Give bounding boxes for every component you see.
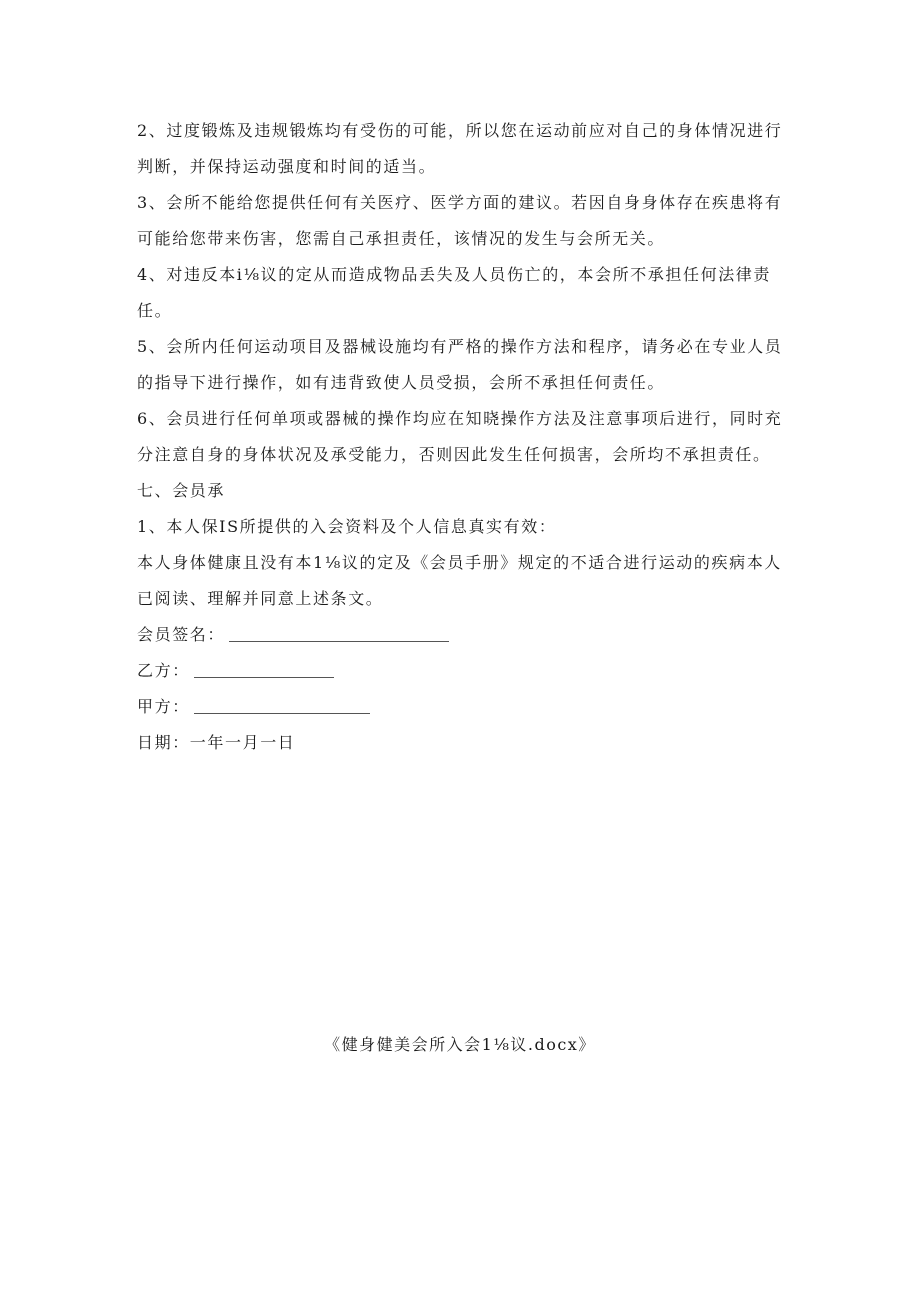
date-line: 日期：一年一月一日 (137, 733, 296, 752)
section-heading-member-commitment: 七、会员承 (137, 481, 226, 500)
party-a-line (137, 689, 797, 725)
commitment-1: 1、本人保IS所提供的入会资料及个人信息真实有效： (137, 517, 557, 536)
clause-3: 3、会所不能给您提供任何有关医疗、医学方面的建议。若因自身身体存在疾患将有可能给您带来伤害，您需自己承担责任，该情况的发生与会所无关。 (137, 193, 783, 248)
party-b-field[interactable] (194, 663, 334, 678)
party-b-line (137, 653, 797, 689)
party-b-label: 乙方： (137, 661, 190, 680)
document-body (137, 113, 797, 761)
member-signature-line (137, 617, 797, 653)
member-signature-field[interactable] (229, 627, 449, 642)
party-a-field[interactable] (194, 699, 370, 714)
document-footer: 《健身健美会所入会1⅛议.docx》 (324, 1035, 596, 1054)
member-signature-label: 会员签名： (137, 625, 226, 644)
party-a-label: 甲方： (137, 697, 190, 716)
clause-6: 6、会员进行任何单项或器械的操作均应在知晓操作方法及注意事项后进行，同时充分注意自身的身体状况及承受能力，否则因此发生任何损害，会所均不承担责任。 (137, 409, 783, 464)
clause-4: 4、对违反本i⅛议的定从而造成物品丢失及人员伤亡的，本会所不承担任何法律责任。 (137, 265, 772, 320)
commitment-2: 本人身体健康且没有本1⅛议的定及《会员手册》规定的不适合进行运动的疾病本人已阅读、理解并同意上述条文。 (137, 553, 782, 608)
clause-2: 2、过度锻炼及违规锻炼均有受伤的可能，所以您在运动前应对自己的身体情况进行判断，并保持运动强度和时间的适当。 (137, 121, 783, 176)
clause-5: 5、会所内任何运动项目及器械设施均有严格的操作方法和程序，请务必在专业人员的指导下进行操作，如有违背致使人员受损，会所不承担任何责任。 (137, 337, 783, 392)
